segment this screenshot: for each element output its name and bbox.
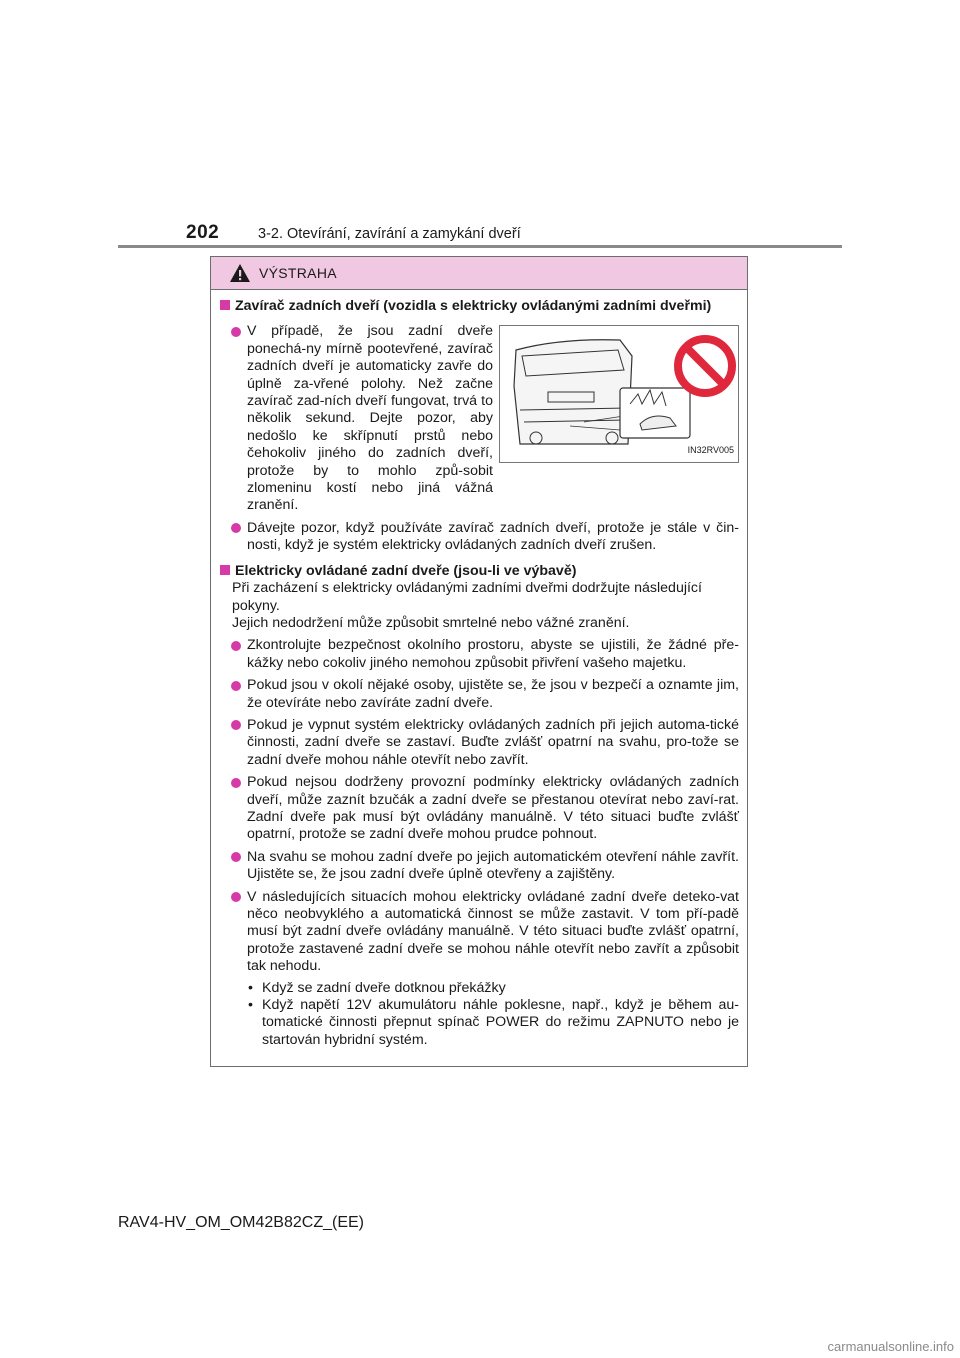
figure-tailgate-illustration [499, 325, 739, 463]
list-item-text: V následujících situacích mohou elektricky ovládané zadní dveře deteko-vat něco neobvyklého a automatická činnost se může zastavit. V tom pří-padě musí být zadní dveře ovládány manuálně. V této situaci buďte zvlášť opatrní, protože zastavené zadní dveře se mohou náhle otevřít nebo zavřít a způsobit tak nehodu. [247, 888, 739, 975]
list-item [220, 677, 739, 712]
list-item [220, 637, 739, 672]
bullet-dot-icon [231, 892, 241, 902]
header-rule [118, 245, 842, 248]
list-item [220, 323, 493, 514]
watermark: carmanualsonline.info [827, 1339, 954, 1354]
sub-list-item-text: Když se zadní dveře dotknou překážky [262, 979, 506, 996]
bullet-with-figure [220, 323, 739, 514]
footer-document-code: RAV4-HV_OM_OM42B82CZ_(EE) [118, 1214, 364, 1231]
list-item-text: V případě, že jsou zadní dveře ponechá-ny mírně pootevřené, zavírač zadních dveří je automaticky zavře do úplně za-vřené polohy. Než začne zavírač zad-ních dveří fungovat, trvá to několik sekund. Dejte pozor, aby nedošlo ke skřípnutí prstů nebo čehokoliv jiného do zadních dveří, protože by to mohlo způ-sobit zlomeninu kostí nebo jiná vážná zranění. [247, 323, 493, 514]
bullet-dot-icon [231, 641, 241, 651]
list-item-text: Pokud je vypnut systém elektricky ovládaných zadních při jejich automa-tické činnosti, zadní dveře se zastaví. Buďte zvlášť opatrní na svahu, pro-tože se zadní dveře mohou náhle otevřít nebo zavřít. [247, 716, 739, 768]
sub-list-item [248, 980, 739, 997]
bullet-dot-icon [231, 720, 241, 730]
bullet-dot-icon [231, 852, 241, 862]
warning-triangle-icon [229, 263, 251, 283]
list-item-text: Na svahu se mohou zadní dveře po jejich automatickém otevření náhle zavřít. Ujistěte se, že jsou zadní dveře úplně otevřeny a zajištěny. [247, 848, 739, 883]
warning-title: VÝSTRAHA [259, 265, 337, 281]
section-title: 3-2. Otevírání, zavírání a zamykání dveří [258, 226, 521, 242]
section-heading-text: Elektricky ovládané zadní dveře (jsou-li ve výbavě) [235, 562, 577, 579]
sub-list-item-text: Když napětí 12V akumulátoru náhle poklesne, např., když je během au-tomatické činnosti přepnut spínač POWER do režimu ZAPNUTO nebo je startován hybridní systém. [262, 997, 739, 1048]
list-item-text: Pokud jsou v okolí nějaké osoby, ujistěte se, že jsou v bezpečí a oznamte jim, že otevíráte nebo zavíráte zadní dveře. [247, 677, 739, 711]
list-item-text: Zkontrolujte bezpečnost okolního prostoru, abyste se ujistili, že žádné pře-kážky nebo cokoliv jiného nemohou způsobit přivření vašeho majetku. [247, 637, 739, 671]
sub-list-item [248, 997, 739, 1049]
intro-text: Jejich nedodržení může způsobit smrtelné nebo vážné zranění. [232, 614, 630, 631]
warning-box [210, 256, 748, 1067]
sub-bullet-mark: • [248, 979, 253, 996]
square-bullet-icon [220, 565, 230, 575]
section-heading-text: Zavírač zadních dveří (vozidla s elektricky ovládanými zadními dveřmi) [235, 298, 712, 314]
list-item [220, 889, 739, 976]
section-heading [220, 563, 739, 580]
warning-body [211, 298, 747, 1049]
intro-text: Při zacházení s elektricky ovládanými zadními dveřmi dodržujte následující pokyny. [232, 580, 702, 614]
bullet-dot-icon [231, 523, 241, 533]
warning-header [211, 257, 747, 290]
sub-list [220, 980, 739, 1050]
square-bullet-icon [220, 300, 230, 310]
page-number: 202 [186, 222, 220, 243]
bullet-dot-icon [231, 327, 241, 337]
list-item [220, 774, 739, 844]
section-heading [220, 298, 739, 315]
bullet-dot-icon [231, 778, 241, 788]
list-item [220, 717, 739, 769]
bullet-dot-icon [231, 681, 241, 691]
figure-code: IN32RV005 [687, 445, 734, 455]
list-item-text: Pokud nejsou dodrženy provozní podmínky elektricky ovládaných zadních dveří, může zaznít bzučák a zadní dveře se přestanou otevírat nebo zaví-rat. Zadní dveře pak musí být ovládány manuálně. V této situaci buďte zvlášť opatrní, protože se zadní dveře mohou prudce pohnout. [247, 774, 739, 843]
prohibition-icon [678, 339, 732, 393]
list-item-text: Dávejte pozor, když používáte zavírač zadních dveří, protože je stále v čin-nosti, když je systém elektricky ovládaných zadních dveří zrušen. [247, 519, 739, 554]
sub-bullet-mark: • [248, 997, 253, 1014]
list-item [220, 849, 739, 884]
list-item [220, 520, 739, 555]
